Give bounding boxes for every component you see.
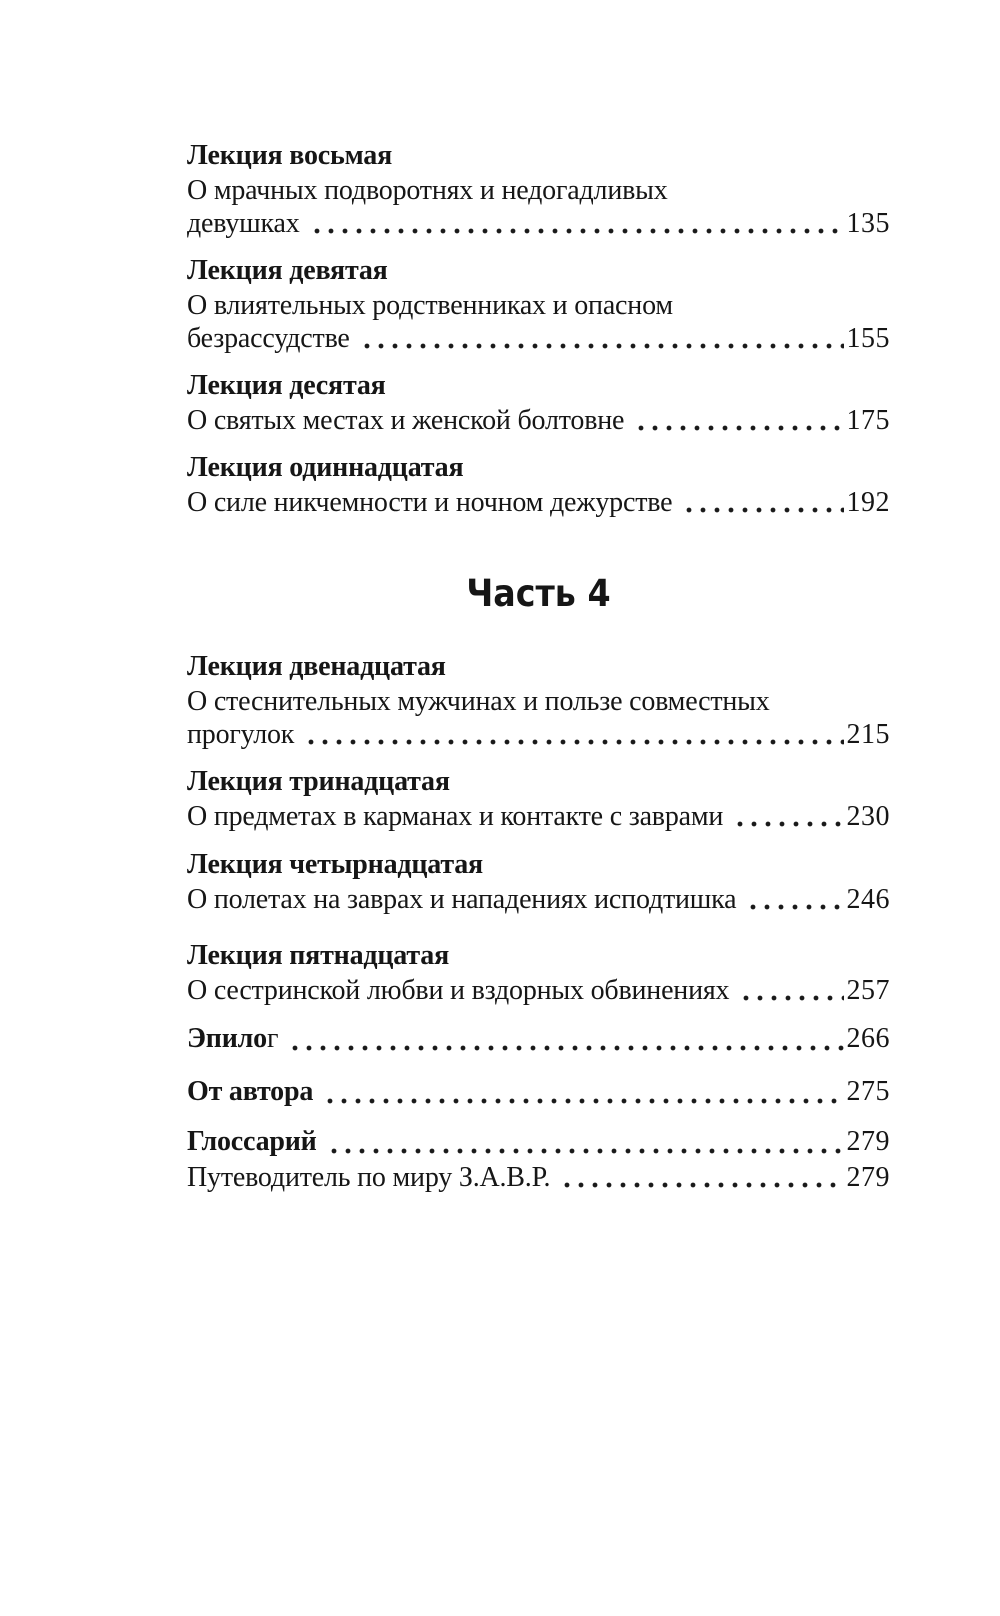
toc-entry-lecture-11 [187, 450, 890, 519]
dot-leader [744, 883, 843, 916]
page-number: 155 [846, 323, 890, 354]
entry-title: Лекция восьмая [187, 140, 393, 171]
entry-leader-row [187, 486, 890, 519]
page-number: 257 [846, 975, 890, 1006]
entry-title: Глоссарий [187, 1126, 317, 1157]
toc-entry-lecture-10 [187, 368, 890, 437]
page-number: 175 [846, 405, 890, 436]
entry-description-line: девушках [187, 208, 300, 239]
toc-content-column [187, 138, 890, 1194]
dot-leader [358, 322, 844, 355]
entry-title: От автора [187, 1076, 314, 1107]
toc-entry-lecture-15 [187, 938, 890, 1007]
entry-description-line: О мрачных подворотнях и недогадливых [187, 175, 668, 206]
entry-title: Лекция двенадцатая [187, 651, 446, 682]
page-number: 275 [846, 1076, 890, 1107]
entry-leader-row [187, 800, 890, 833]
dot-leader [308, 207, 844, 240]
entry-title: Лекция пятнадцатая [187, 940, 450, 971]
page-number: 135 [846, 208, 890, 239]
page-number: 246 [846, 884, 890, 915]
entry-description-line: безрассудстве [187, 323, 350, 354]
entry-description-line: Путеводитель по миру З.А.В.Р. [187, 1162, 551, 1193]
entry-title: Лекция четырнадцатая [187, 849, 484, 880]
dot-leader [680, 486, 843, 519]
page-number: 279 [846, 1162, 890, 1193]
dot-leader [737, 974, 843, 1007]
entry-title: Лекция десятая [187, 370, 386, 401]
page-number: 215 [846, 719, 890, 750]
entry-title: Лекция одиннадцатая [187, 452, 464, 483]
toc-entry-lecture-14 [187, 847, 890, 916]
entry-leader-row [187, 322, 890, 355]
entry-title: Эпило [187, 1023, 267, 1054]
toc-entry-glossary [187, 1124, 890, 1160]
dot-leader [325, 1124, 844, 1160]
entry-description-line: О стеснительных мужчинах и пользе совместных [187, 686, 770, 717]
toc-entry-lecture-8 [187, 138, 890, 240]
entry-leader-row [187, 718, 890, 751]
entry-leader-row [187, 404, 890, 437]
entry-description-line: О сестринской любви и вздорных обвинениях [187, 975, 730, 1006]
toc-entry-lecture-12 [187, 649, 890, 751]
toc-entry-lecture-13 [187, 764, 890, 833]
entry-description-line: прогулок [187, 719, 295, 750]
entry-leader-row [187, 883, 890, 916]
entry-description-line: О святых местах и женской болтовне [187, 405, 625, 436]
page-number: 266 [846, 1023, 890, 1054]
entry-description-line: О предметах в карманах и контакте с заврами [187, 801, 724, 832]
entry-leader-row [187, 974, 890, 1007]
dot-leader [286, 1021, 843, 1057]
part-heading: Часть 4 [466, 572, 611, 615]
page-number: 279 [846, 1126, 890, 1157]
toc-entry-lecture-9 [187, 253, 890, 355]
entry-description-line: О силе никчемности и ночном дежурстве [187, 487, 673, 518]
dot-leader [731, 800, 843, 833]
toc-entry-world-guide [187, 1161, 890, 1194]
toc-entry-epilogue [187, 1021, 890, 1057]
toc-entry-from-author [187, 1074, 890, 1110]
dot-leader [302, 718, 843, 751]
dot-leader [321, 1074, 843, 1110]
entry-title: Лекция тринадцатая [187, 766, 450, 797]
dot-leader [632, 404, 843, 437]
page-number: 230 [846, 801, 890, 832]
entry-description-line: О полетах на заврах и нападениях исподтишка [187, 884, 737, 915]
entry-leader-row [187, 207, 890, 240]
page-number: 192 [846, 487, 890, 518]
entry-title-tail: г [266, 1023, 279, 1054]
entry-description-line: О влиятельных родственниках и опасном [187, 290, 673, 321]
entry-title: Лекция девятая [187, 255, 388, 286]
dot-leader [558, 1161, 843, 1194]
